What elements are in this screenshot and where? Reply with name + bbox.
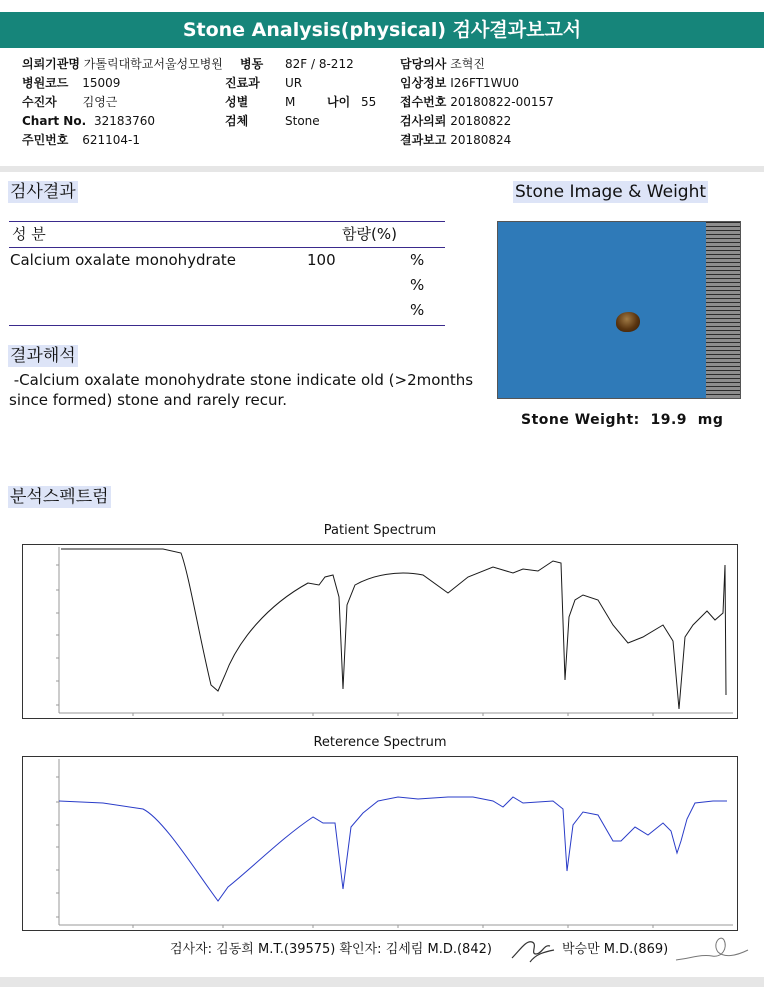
patient-spectrum-line [61,549,726,709]
info-specimen-value: Stone [285,114,320,128]
interpretation-line-2: since formed) stone and rarely recur. [9,391,288,409]
signature-2 [672,930,752,966]
info-label: 진료과 [225,76,260,90]
component-column-header: 성 분 [12,225,46,243]
stone-weight: Stone Weight: 19.9 mg [521,412,724,428]
info-value: 15009 [82,76,121,90]
info-value: 20180824 [450,133,512,147]
table-top-rule [9,221,445,222]
component-unit: % [410,251,425,269]
info-label: 주민번호 [22,133,69,147]
reference-spectrum-line [59,797,727,901]
footer-band [0,977,764,987]
info-dept [225,74,260,93]
info-column-3 [400,55,554,150]
info-age [327,93,350,112]
patient-spectrum-plot [23,545,737,718]
reference-spectrum-box [22,756,738,931]
table-header-rule [9,247,445,248]
component-value: 100 [307,251,336,269]
component-name: Calcium oxalate monohydrate [10,251,237,269]
info-label: 접수번호 [400,95,447,109]
info-value: 조혁진 [450,57,485,71]
content-column-header: 함량(%) [342,225,397,243]
footer-signature-3: 박승만 M.D.(869) [562,942,669,957]
component-unit: % [410,276,425,294]
info-label: 성별 [225,95,249,109]
info-label: 결과보고 [400,133,447,147]
info-value: 32183760 [93,114,156,128]
info-value: 김영근 [82,95,118,109]
info-value: 가톨릭대학교서울성모병원 [83,57,223,71]
results-heading: 검사결과 [10,182,76,202]
info-label: 나이 [327,95,351,109]
component-unit: % [410,301,425,319]
footer-signatures: 검사자: 김동희 M.T.(39575) 확인자: 김세림 M.D.(842) [170,942,492,957]
info-label: Chart No. [22,114,87,128]
info-value: 621104-1 [82,133,140,147]
table-bottom-rule [9,325,445,326]
info-label: 담당의사 [400,57,447,71]
info-label: 병동 [240,57,264,71]
signature-1 [510,932,558,964]
info-age-value: 55 [361,95,377,109]
info-value: 20180822 [450,114,512,128]
stone-photo [497,221,741,399]
patient-spectrum-box [22,544,738,719]
section-divider [0,166,764,172]
reference-spectrum-title: Reterence Spectrum [313,735,447,750]
info-ward [240,55,263,74]
info-sex-value: M [285,95,296,109]
info-label: 검사의뢰 [400,114,447,128]
report-title: Stone Analysis(physical) 검사결과보고서 [0,12,764,48]
info-label: 수진자 [22,95,57,109]
reference-spectrum-plot [23,757,737,930]
info-label: 의뢰기관명 [22,57,80,71]
info-label: 임상정보 [400,76,447,90]
info-label: 병원코드 [22,76,69,90]
info-sex [225,93,248,112]
interpretation-heading: 결과해석 [10,346,76,366]
ruler-scale [706,222,740,398]
info-label: 검체 [225,114,249,128]
info-dept-value: UR [285,76,303,90]
info-value: 20180822-00157 [450,95,554,109]
info-specimen [225,112,248,131]
info-column-1 [22,55,223,150]
stone-specimen [616,312,640,332]
image-heading: Stone Image & Weight [515,182,707,202]
spectrum-heading: 분석스펙트럼 [10,487,109,507]
interpretation-line-1: -Calcium oxalate monohydrate stone indicate old (>2months [9,371,474,389]
patient-spectrum-title: Patient Spectrum [323,523,437,538]
info-value: I26FT1WU0 [450,76,519,90]
info-ward-value: 82F / 8-212 [285,57,354,71]
